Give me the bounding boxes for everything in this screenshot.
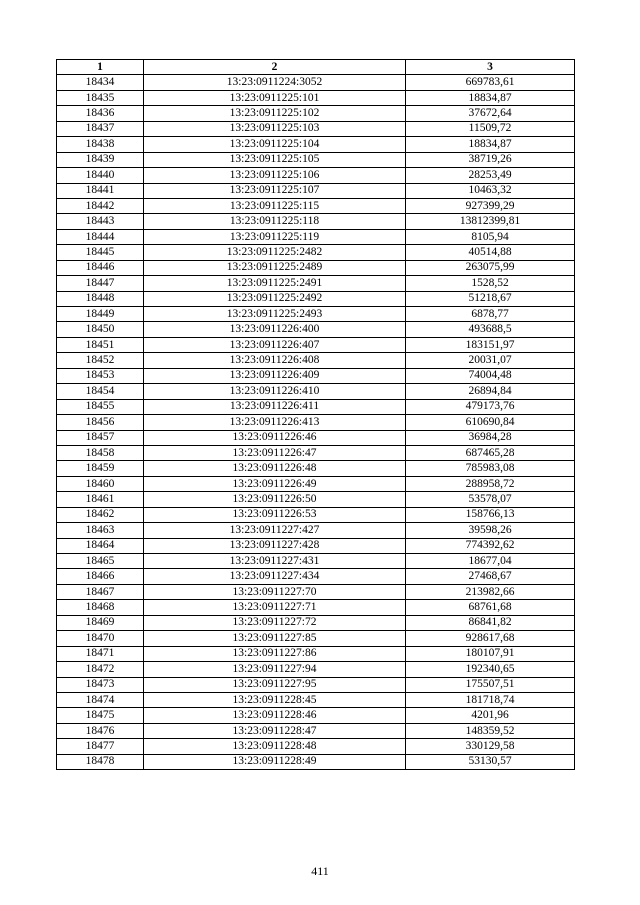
table-row xyxy=(57,538,575,553)
table-cell-col-2: 13:23:0911225:101 xyxy=(144,90,406,105)
table-cell-col-2: 13:23:0911225:103 xyxy=(144,121,406,136)
table-cell-col-3: 8105,94 xyxy=(406,229,575,244)
table-cell-col-2: 13:23:0911225:105 xyxy=(144,152,406,167)
table-cell-col-3: 18834,87 xyxy=(406,137,575,152)
table-cell-col-2: 13:23:0911226:400 xyxy=(144,322,406,337)
data-table xyxy=(56,59,575,770)
table-row xyxy=(57,461,575,476)
table-cell-col-2: 13:23:0911225:2482 xyxy=(144,245,406,260)
table-row xyxy=(57,708,575,723)
table-cell-col-2: 13:23:0911227:70 xyxy=(144,584,406,599)
table-cell-col-1: 18476 xyxy=(57,723,144,738)
table-row xyxy=(57,260,575,275)
table-cell-col-1: 18460 xyxy=(57,476,144,491)
table-cell-col-2: 13:23:0911225:2489 xyxy=(144,260,406,275)
table-row xyxy=(57,276,575,291)
table-cell-col-3: 181718,74 xyxy=(406,692,575,707)
table-cell-col-3: 53578,07 xyxy=(406,492,575,507)
table-row xyxy=(57,121,575,136)
table-cell-col-2: 13:23:0911226:408 xyxy=(144,353,406,368)
table-cell-col-1: 18435 xyxy=(57,90,144,105)
table-cell-col-3: 263075,99 xyxy=(406,260,575,275)
table-row xyxy=(57,569,575,584)
table-cell-col-1: 18471 xyxy=(57,646,144,661)
table-cell-col-1: 18469 xyxy=(57,615,144,630)
table-row xyxy=(57,492,575,507)
table-row xyxy=(57,476,575,491)
table-cell-col-2: 13:23:0911225:118 xyxy=(144,214,406,229)
table-cell-col-3: 39598,26 xyxy=(406,523,575,538)
table-row xyxy=(57,90,575,105)
table-cell-col-2: 13:23:0911227:427 xyxy=(144,523,406,538)
table-cell-col-2: 13:23:0911226:407 xyxy=(144,337,406,352)
table-cell-col-3: 330129,58 xyxy=(406,739,575,754)
table-cell-col-1: 18454 xyxy=(57,384,144,399)
table-row xyxy=(57,307,575,322)
table-cell-col-1: 18441 xyxy=(57,183,144,198)
page-number: 411 xyxy=(311,864,329,878)
table-row xyxy=(57,646,575,661)
table-cell-col-2: 13:23:0911226:53 xyxy=(144,507,406,522)
table-cell-col-1: 18434 xyxy=(57,75,144,90)
table-cell-col-1: 18461 xyxy=(57,492,144,507)
table-row xyxy=(57,214,575,229)
table-cell-col-3: 28253,49 xyxy=(406,168,575,183)
table-cell-col-1: 18462 xyxy=(57,507,144,522)
table-cell-col-3: 20031,07 xyxy=(406,353,575,368)
table-cell-col-3: 18834,87 xyxy=(406,90,575,105)
table-cell-col-2: 13:23:0911227:86 xyxy=(144,646,406,661)
table-cell-col-3: 18677,04 xyxy=(406,554,575,569)
table-cell-col-2: 13:23:0911225:119 xyxy=(144,229,406,244)
table-cell-col-3: 11509,72 xyxy=(406,121,575,136)
table-row xyxy=(57,600,575,615)
table-cell-col-3: 774392,62 xyxy=(406,538,575,553)
table-cell-col-1: 18477 xyxy=(57,739,144,754)
table-cell-col-2: 13:23:0911227:94 xyxy=(144,662,406,677)
table-cell-col-2: 13:23:0911225:102 xyxy=(144,106,406,121)
table-cell-col-1: 18466 xyxy=(57,569,144,584)
table-row xyxy=(57,322,575,337)
table-cell-col-2: 13:23:0911225:104 xyxy=(144,137,406,152)
table-cell-col-1: 18451 xyxy=(57,337,144,352)
table-cell-col-3: 13812399,81 xyxy=(406,214,575,229)
table-cell-col-2: 13:23:0911225:2492 xyxy=(144,291,406,306)
table-cell-col-3: 687465,28 xyxy=(406,445,575,460)
table-cell-col-3: 192340,65 xyxy=(406,662,575,677)
table-row xyxy=(57,152,575,167)
table-cell-col-3: 40514,88 xyxy=(406,245,575,260)
table-row xyxy=(57,415,575,430)
table-cell-col-2: 13:23:0911225:115 xyxy=(144,198,406,213)
table-cell-col-2: 13:23:0911227:95 xyxy=(144,677,406,692)
table-cell-col-1: 18465 xyxy=(57,554,144,569)
table-cell-col-3: 6878,77 xyxy=(406,307,575,322)
table-cell-col-2: 13:23:0911225:2491 xyxy=(144,276,406,291)
table-row xyxy=(57,168,575,183)
table-cell-col-1: 18456 xyxy=(57,415,144,430)
table-cell-col-3: 669783,61 xyxy=(406,75,575,90)
table-cell-col-3: 493688,5 xyxy=(406,322,575,337)
table-cell-col-1: 18442 xyxy=(57,198,144,213)
table-cell-col-1: 18446 xyxy=(57,260,144,275)
table-cell-col-1: 18475 xyxy=(57,708,144,723)
table-cell-col-3: 10463,32 xyxy=(406,183,575,198)
table-cell-col-3: 928617,68 xyxy=(406,631,575,646)
table-cell-col-1: 18468 xyxy=(57,600,144,615)
table-row xyxy=(57,137,575,152)
table-row xyxy=(57,399,575,414)
table-cell-col-1: 18449 xyxy=(57,307,144,322)
table-cell-col-2: 13:23:0911225:106 xyxy=(144,168,406,183)
table-cell-col-2: 13:23:0911228:48 xyxy=(144,739,406,754)
table-row xyxy=(57,106,575,121)
table-cell-col-3: 38719,26 xyxy=(406,152,575,167)
table-cell-col-3: 51218,67 xyxy=(406,291,575,306)
table-cell-col-1: 18453 xyxy=(57,368,144,383)
table-cell-col-1: 18452 xyxy=(57,353,144,368)
table-row xyxy=(57,692,575,707)
table-cell-col-2: 13:23:0911224:3052 xyxy=(144,75,406,90)
table-row xyxy=(57,384,575,399)
table-row xyxy=(57,677,575,692)
table-cell-col-3: 1528,52 xyxy=(406,276,575,291)
table-row xyxy=(57,584,575,599)
table-cell-col-3: 158766,13 xyxy=(406,507,575,522)
table-cell-col-2: 13:23:0911226:49 xyxy=(144,476,406,491)
table-cell-col-3: 213982,66 xyxy=(406,584,575,599)
table-cell-col-1: 18478 xyxy=(57,754,144,769)
table-row xyxy=(57,353,575,368)
table-cell-col-1: 18470 xyxy=(57,631,144,646)
table-cell-col-1: 18437 xyxy=(57,121,144,136)
table-cell-col-1: 18443 xyxy=(57,214,144,229)
table-cell-col-3: 86841,82 xyxy=(406,615,575,630)
table-cell-col-1: 18448 xyxy=(57,291,144,306)
table-cell-col-2: 13:23:0911225:107 xyxy=(144,183,406,198)
table-cell-col-3: 36984,28 xyxy=(406,430,575,445)
table-cell-col-3: 175507,51 xyxy=(406,677,575,692)
table-cell-col-2: 13:23:0911228:46 xyxy=(144,708,406,723)
column-header-1: 1 xyxy=(57,60,144,75)
table-cell-col-2: 13:23:0911226:48 xyxy=(144,461,406,476)
table-cell-col-1: 18447 xyxy=(57,276,144,291)
table-cell-col-1: 18439 xyxy=(57,152,144,167)
table-row xyxy=(57,739,575,754)
table-row xyxy=(57,291,575,306)
table-row xyxy=(57,229,575,244)
table-row xyxy=(57,662,575,677)
column-header-2: 2 xyxy=(144,60,406,75)
table-cell-col-1: 18438 xyxy=(57,137,144,152)
table-row xyxy=(57,507,575,522)
table-cell-col-2: 13:23:0911226:411 xyxy=(144,399,406,414)
table-cell-col-3: 927399,29 xyxy=(406,198,575,213)
table-cell-col-2: 13:23:0911227:72 xyxy=(144,615,406,630)
table-cell-col-2: 13:23:0911226:50 xyxy=(144,492,406,507)
table-row xyxy=(57,430,575,445)
table-row xyxy=(57,523,575,538)
table-cell-col-3: 148359,52 xyxy=(406,723,575,738)
table-cell-col-2: 13:23:0911226:47 xyxy=(144,445,406,460)
table-cell-col-2: 13:23:0911226:410 xyxy=(144,384,406,399)
table-row xyxy=(57,754,575,769)
table-row xyxy=(57,245,575,260)
table-cell-col-2: 13:23:0911226:46 xyxy=(144,430,406,445)
table-cell-col-1: 18455 xyxy=(57,399,144,414)
table-cell-col-1: 18458 xyxy=(57,445,144,460)
table-cell-col-2: 13:23:0911227:71 xyxy=(144,600,406,615)
table-cell-col-3: 180107,91 xyxy=(406,646,575,661)
table-cell-col-1: 18450 xyxy=(57,322,144,337)
table-cell-col-2: 13:23:0911227:431 xyxy=(144,554,406,569)
table-cell-col-1: 18440 xyxy=(57,168,144,183)
table-row xyxy=(57,75,575,90)
table-row xyxy=(57,631,575,646)
table-row xyxy=(57,368,575,383)
table-cell-col-2: 13:23:0911227:85 xyxy=(144,631,406,646)
table-cell-col-3: 479173,76 xyxy=(406,399,575,414)
table-cell-col-3: 288958,72 xyxy=(406,476,575,491)
table-cell-col-3: 74004,48 xyxy=(406,368,575,383)
table-cell-col-3: 27468,67 xyxy=(406,569,575,584)
table-row xyxy=(57,615,575,630)
table-cell-col-3: 68761,68 xyxy=(406,600,575,615)
table-cell-col-2: 13:23:0911228:49 xyxy=(144,754,406,769)
table-row xyxy=(57,198,575,213)
table-cell-col-1: 18436 xyxy=(57,106,144,121)
table-cell-col-2: 13:23:0911228:47 xyxy=(144,723,406,738)
table-cell-col-3: 26894,84 xyxy=(406,384,575,399)
table-row xyxy=(57,723,575,738)
table-row xyxy=(57,337,575,352)
table-cell-col-3: 4201,96 xyxy=(406,708,575,723)
table-cell-col-2: 13:23:0911227:428 xyxy=(144,538,406,553)
table-cell-col-2: 13:23:0911228:45 xyxy=(144,692,406,707)
table-cell-col-1: 18463 xyxy=(57,523,144,538)
table-cell-col-1: 18473 xyxy=(57,677,144,692)
table-cell-col-1: 18472 xyxy=(57,662,144,677)
table-cell-col-3: 610690,84 xyxy=(406,415,575,430)
table-cell-col-2: 13:23:0911226:413 xyxy=(144,415,406,430)
table-cell-col-2: 13:23:0911226:409 xyxy=(144,368,406,383)
table-cell-col-1: 18459 xyxy=(57,461,144,476)
table-cell-col-3: 53130,57 xyxy=(406,754,575,769)
table-cell-col-2: 13:23:0911227:434 xyxy=(144,569,406,584)
table-header-row xyxy=(57,60,575,75)
table-cell-col-1: 18444 xyxy=(57,229,144,244)
table-cell-col-1: 18445 xyxy=(57,245,144,260)
column-header-3: 3 xyxy=(406,60,575,75)
table-row xyxy=(57,445,575,460)
table-cell-col-1: 18467 xyxy=(57,584,144,599)
table-cell-col-3: 785983,08 xyxy=(406,461,575,476)
table-cell-col-3: 37672,64 xyxy=(406,106,575,121)
table-cell-col-3: 183151,97 xyxy=(406,337,575,352)
table-row xyxy=(57,183,575,198)
table-cell-col-1: 18474 xyxy=(57,692,144,707)
table-row xyxy=(57,554,575,569)
table-cell-col-2: 13:23:0911225:2493 xyxy=(144,307,406,322)
table-cell-col-1: 18457 xyxy=(57,430,144,445)
table-cell-col-1: 18464 xyxy=(57,538,144,553)
table-body xyxy=(57,75,575,770)
